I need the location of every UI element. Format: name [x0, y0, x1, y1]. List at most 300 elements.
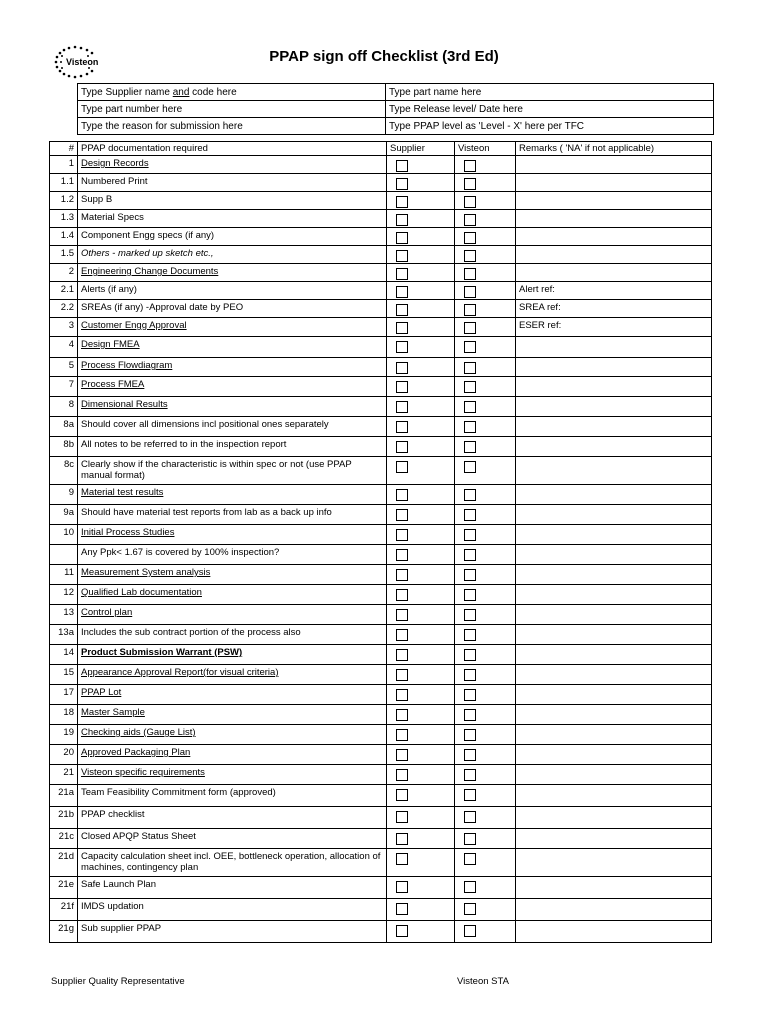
row-remarks[interactable] [516, 665, 712, 685]
visteon-checkbox[interactable] [464, 689, 476, 701]
row-number: 15 [50, 665, 78, 685]
row-remarks[interactable] [516, 457, 712, 485]
visteon-checkbox[interactable] [464, 362, 476, 374]
supplier-checkbox[interactable] [396, 461, 408, 473]
supplier-cell [387, 264, 455, 282]
row-number: 1.3 [50, 210, 78, 228]
visteon-checkbox[interactable] [464, 769, 476, 781]
row-remarks[interactable] [516, 685, 712, 705]
row-number: 21 [50, 765, 78, 785]
visteon-cell [455, 921, 516, 943]
row-remarks[interactable] [516, 705, 712, 725]
supplier-cell [387, 545, 455, 565]
supplier-checkbox[interactable] [396, 286, 408, 298]
supplier-cell [387, 807, 455, 829]
checklist-row [50, 645, 712, 665]
visteon-cell [455, 725, 516, 745]
row-description: Dimensional Results [78, 397, 387, 417]
row-remarks[interactable] [516, 174, 712, 192]
visteon-checkbox[interactable] [464, 509, 476, 521]
header-row [78, 101, 714, 118]
supplier-checkbox[interactable] [396, 509, 408, 521]
visteon-checkbox[interactable] [464, 881, 476, 893]
checklist-row [50, 829, 712, 849]
row-remarks[interactable]: Alert ref: [516, 282, 712, 300]
header-row [78, 118, 714, 135]
row-remarks[interactable] [516, 246, 712, 264]
checklist-row [50, 318, 712, 337]
row-description: Should have material test reports from lab as a back up info [78, 505, 387, 525]
row-number: 18 [50, 705, 78, 725]
visteon-cell [455, 899, 516, 921]
supplier-checkbox[interactable] [396, 441, 408, 453]
row-description: Closed APQP Status Sheet [78, 829, 387, 849]
row-number: 21g [50, 921, 78, 943]
visteon-cell [455, 505, 516, 525]
row-remarks[interactable] [516, 525, 712, 545]
row-remarks[interactable] [516, 565, 712, 585]
row-remarks[interactable] [516, 337, 712, 358]
visteon-cell [455, 765, 516, 785]
row-remarks[interactable] [516, 765, 712, 785]
supplier-cell [387, 565, 455, 585]
row-number: 21e [50, 877, 78, 899]
visteon-checkbox[interactable] [464, 569, 476, 581]
row-remarks[interactable] [516, 877, 712, 899]
row-remarks[interactable] [516, 585, 712, 605]
row-remarks[interactable] [516, 358, 712, 377]
row-description: Engineering Change Documents [78, 264, 387, 282]
supplier-checkbox[interactable] [396, 749, 408, 761]
row-description: Safe Launch Plan [78, 877, 387, 899]
supplier-cell [387, 358, 455, 377]
supplier-checkbox[interactable] [396, 649, 408, 661]
visteon-checkbox[interactable] [464, 381, 476, 393]
visteon-cell [455, 397, 516, 417]
row-description: Component Engg specs (if any) [78, 228, 387, 246]
supplier-checkbox[interactable] [396, 629, 408, 641]
supplier-checkbox[interactable] [396, 689, 408, 701]
row-number: 8 [50, 397, 78, 417]
checklist-row [50, 877, 712, 899]
row-description: Process FMEA [78, 377, 387, 397]
row-number: 17 [50, 685, 78, 705]
row-remarks[interactable] [516, 545, 712, 565]
checklist-row [50, 665, 712, 685]
submission-reason-field[interactable]: Type the reason for submission here [78, 118, 386, 135]
row-number: 9a [50, 505, 78, 525]
checklist-row [50, 282, 712, 300]
visteon-checkbox[interactable] [464, 925, 476, 937]
row-number: 13a [50, 625, 78, 645]
row-remarks[interactable] [516, 485, 712, 505]
row-remarks[interactable]: SREA ref: [516, 300, 712, 318]
visteon-checkbox[interactable] [464, 286, 476, 298]
visteon-cell [455, 525, 516, 545]
visteon-cell [455, 565, 516, 585]
supplier-checkbox[interactable] [396, 925, 408, 937]
visteon-cell [455, 174, 516, 192]
row-number [50, 545, 78, 565]
visteon-checkbox[interactable] [464, 749, 476, 761]
supplier-checkbox[interactable] [396, 769, 408, 781]
row-description: Approved Packaging Plan [78, 745, 387, 765]
col-documentation-header: PPAP documentation required [78, 142, 387, 156]
visteon-checkbox[interactable] [464, 196, 476, 208]
row-remarks[interactable] [516, 192, 712, 210]
supplier-checkbox[interactable] [396, 160, 408, 172]
row-remarks[interactable] [516, 228, 712, 246]
checklist-row [50, 246, 712, 264]
row-remarks[interactable] [516, 849, 712, 877]
visteon-cell [455, 300, 516, 318]
visteon-checkbox[interactable] [464, 853, 476, 865]
visteon-cell [455, 745, 516, 765]
visteon-cell [455, 318, 516, 337]
row-number: 1 [50, 156, 78, 174]
header-row [78, 84, 714, 101]
row-number: 4 [50, 337, 78, 358]
supplier-checkbox[interactable] [396, 489, 408, 501]
supplier-checkbox[interactable] [396, 881, 408, 893]
checklist-row [50, 705, 712, 725]
checklist-row [50, 485, 712, 505]
row-description: Others - marked up sketch etc., [78, 246, 387, 264]
supplier-checkbox[interactable] [396, 669, 408, 681]
supplier-checkbox[interactable] [396, 529, 408, 541]
row-remarks[interactable] [516, 921, 712, 943]
visteon-sta-signature: Visteon STA [457, 976, 509, 987]
visteon-cell [455, 457, 516, 485]
supplier-cell [387, 377, 455, 397]
row-description: Design FMEA [78, 337, 387, 358]
supplier-checkbox[interactable] [396, 421, 408, 433]
checklist-row [50, 437, 712, 457]
header-fields-table [77, 83, 714, 135]
supplier-checkbox[interactable] [396, 196, 408, 208]
checklist-row [50, 785, 712, 807]
release-level-field[interactable]: Type Release level/ Date here [386, 101, 714, 118]
checklist-row [50, 921, 712, 943]
part-number-field[interactable]: Type part number here [78, 101, 386, 118]
row-remarks[interactable] [516, 417, 712, 437]
row-description: SREAs (if any) -Approval date by PEO [78, 300, 387, 318]
row-number: 21b [50, 807, 78, 829]
row-number: 21c [50, 829, 78, 849]
row-description: PPAP checklist [78, 807, 387, 829]
checklist-row [50, 605, 712, 625]
row-remarks[interactable] [516, 505, 712, 525]
row-description: Qualified Lab documentation [78, 585, 387, 605]
visteon-checkbox[interactable] [464, 421, 476, 433]
row-remarks[interactable] [516, 625, 712, 645]
visteon-checkbox[interactable] [464, 160, 476, 172]
visteon-cell [455, 605, 516, 625]
supplier-checkbox[interactable] [396, 232, 408, 244]
col-remarks-header: Remarks ( 'NA' if not applicable) [516, 142, 712, 156]
visteon-cell [455, 829, 516, 849]
supplier-cell [387, 156, 455, 174]
row-number: 9 [50, 485, 78, 505]
visteon-cell [455, 210, 516, 228]
checklist-row [50, 174, 712, 192]
supplier-cell [387, 665, 455, 685]
supplier-cell [387, 174, 455, 192]
checklist-row [50, 745, 712, 765]
row-number: 1.2 [50, 192, 78, 210]
checklist-row [50, 358, 712, 377]
visteon-cell [455, 585, 516, 605]
supplier-cell [387, 300, 455, 318]
visteon-checkbox[interactable] [464, 401, 476, 413]
row-remarks[interactable] [516, 605, 712, 625]
checklist-row [50, 807, 712, 829]
row-remarks[interactable] [516, 745, 712, 765]
visteon-checkbox[interactable] [464, 322, 476, 334]
supplier-cell [387, 625, 455, 645]
col-supplier-header: Supplier [387, 142, 455, 156]
row-description: Supp B [78, 192, 387, 210]
visteon-cell [455, 417, 516, 437]
visteon-checkbox[interactable] [464, 903, 476, 915]
ppap-level-field[interactable]: Type PPAP level as 'Level - X' here per TFC [386, 118, 714, 135]
supplier-checkbox[interactable] [396, 709, 408, 721]
row-number: 13 [50, 605, 78, 625]
row-number: 8a [50, 417, 78, 437]
supplier-cell [387, 705, 455, 725]
visteon-checkbox[interactable] [464, 789, 476, 801]
row-remarks[interactable] [516, 785, 712, 807]
supplier-checkbox[interactable] [396, 304, 408, 316]
row-description: Checking aids (Gauge List) [78, 725, 387, 745]
row-number: 19 [50, 725, 78, 745]
visteon-cell [455, 849, 516, 877]
supplier-cell [387, 525, 455, 545]
visteon-checkbox[interactable] [464, 729, 476, 741]
supplier-cell [387, 318, 455, 337]
checklist-row [50, 565, 712, 585]
supplier-cell [387, 877, 455, 899]
supplier-checkbox[interactable] [396, 811, 408, 823]
row-number: 2.1 [50, 282, 78, 300]
row-number: 1.4 [50, 228, 78, 246]
row-description: Team Feasibility Commitment form (approved) [78, 785, 387, 807]
visteon-checkbox[interactable] [464, 589, 476, 601]
row-description: Appearance Approval Report(for visual criteria) [78, 665, 387, 685]
checklist-row [50, 505, 712, 525]
checklist-row [50, 300, 712, 318]
row-number: 3 [50, 318, 78, 337]
row-number: 8c [50, 457, 78, 485]
row-description: Material test results [78, 485, 387, 505]
visteon-checkbox[interactable] [464, 214, 476, 226]
visteon-cell [455, 377, 516, 397]
svg-text:Visteon: Visteon [66, 57, 99, 67]
supplier-checkbox[interactable] [396, 341, 408, 353]
checklist-row [50, 457, 712, 485]
supplier-checkbox[interactable] [396, 549, 408, 561]
row-remarks[interactable] [516, 156, 712, 174]
supplier-checkbox[interactable] [396, 609, 408, 621]
supplier-cell [387, 645, 455, 665]
visteon-checkbox[interactable] [464, 341, 476, 353]
row-description: Alerts (if any) [78, 282, 387, 300]
row-number: 21f [50, 899, 78, 921]
part-name-field[interactable]: Type part name here [386, 84, 714, 101]
checklist-row [50, 264, 712, 282]
visteon-cell [455, 877, 516, 899]
row-remarks[interactable]: ESER ref: [516, 318, 712, 337]
page-title: PPAP sign off Checklist (3rd Ed) [269, 48, 499, 65]
visteon-checkbox[interactable] [464, 649, 476, 661]
row-remarks[interactable] [516, 437, 712, 457]
visteon-cell [455, 282, 516, 300]
supplier-checkbox[interactable] [396, 853, 408, 865]
row-number: 12 [50, 585, 78, 605]
visteon-checkbox[interactable] [464, 629, 476, 641]
col-visteon-header: Visteon [455, 142, 516, 156]
checklist-row [50, 156, 712, 174]
supplier-checkbox[interactable] [396, 322, 408, 334]
row-remarks[interactable] [516, 210, 712, 228]
visteon-cell [455, 264, 516, 282]
supplier-checkbox[interactable] [396, 589, 408, 601]
row-description: Initial Process Studies [78, 525, 387, 545]
row-remarks[interactable] [516, 377, 712, 397]
visteon-checkbox[interactable] [464, 669, 476, 681]
checklist-row [50, 377, 712, 397]
visteon-cell [455, 545, 516, 565]
supplier-cell [387, 417, 455, 437]
visteon-checkbox[interactable] [464, 232, 476, 244]
supplier-checkbox[interactable] [396, 903, 408, 915]
visteon-cell [455, 485, 516, 505]
visteon-cell [455, 156, 516, 174]
row-description: Any Ppk< 1.67 is covered by 100% inspection? [78, 545, 387, 565]
supplier-cell [387, 228, 455, 246]
visteon-checkbox[interactable] [464, 609, 476, 621]
row-remarks[interactable] [516, 807, 712, 829]
row-number: 21d [50, 849, 78, 877]
visteon-cell [455, 246, 516, 264]
row-remarks[interactable] [516, 397, 712, 417]
visteon-checkbox[interactable] [464, 178, 476, 190]
row-number: 1.5 [50, 246, 78, 264]
visteon-checkbox[interactable] [464, 549, 476, 561]
checklist-row [50, 685, 712, 705]
visteon-checkbox[interactable] [464, 489, 476, 501]
row-remarks[interactable] [516, 264, 712, 282]
row-number: 1.1 [50, 174, 78, 192]
supplier-cell [387, 849, 455, 877]
supplier-cell [387, 605, 455, 625]
row-number: 5 [50, 358, 78, 377]
supplier-cell [387, 585, 455, 605]
supplier-checkbox[interactable] [396, 569, 408, 581]
checklist-row [50, 899, 712, 921]
row-description: Should cover all dimensions incl positional ones separately [78, 417, 387, 437]
row-remarks[interactable] [516, 899, 712, 921]
visteon-cell [455, 785, 516, 807]
row-description: Control plan [78, 605, 387, 625]
visteon-checkbox[interactable] [464, 529, 476, 541]
supplier-cell [387, 921, 455, 943]
visteon-checkbox[interactable] [464, 441, 476, 453]
supplier-checkbox[interactable] [396, 789, 408, 801]
supplier-checkbox[interactable] [396, 729, 408, 741]
row-remarks[interactable] [516, 829, 712, 849]
supplier-cell [387, 210, 455, 228]
supplier-cell [387, 785, 455, 807]
supplier-checkbox[interactable] [396, 268, 408, 280]
supplier-checkbox[interactable] [396, 362, 408, 374]
visteon-cell [455, 192, 516, 210]
row-description: Includes the sub contract portion of the process also [78, 625, 387, 645]
visteon-checkbox[interactable] [464, 833, 476, 845]
row-description: Design Records [78, 156, 387, 174]
row-description: Product Submission Warrant (PSW) [78, 645, 387, 665]
supplier-checkbox[interactable] [396, 401, 408, 413]
supplier-cell [387, 485, 455, 505]
checklist-row [50, 849, 712, 877]
visteon-checkbox[interactable] [464, 250, 476, 262]
supplier-cell [387, 765, 455, 785]
visteon-cell [455, 685, 516, 705]
row-number: 20 [50, 745, 78, 765]
checklist-row [50, 725, 712, 745]
checklist-row [50, 525, 712, 545]
supplier-name-field[interactable]: Type Supplier name and code here [78, 84, 386, 101]
checklist-row [50, 545, 712, 565]
checklist-row [50, 765, 712, 785]
supplier-cell [387, 829, 455, 849]
supplier-checkbox[interactable] [396, 381, 408, 393]
row-number: 2.2 [50, 300, 78, 318]
supplier-checkbox[interactable] [396, 178, 408, 190]
visteon-checkbox[interactable] [464, 811, 476, 823]
visteon-cell [455, 665, 516, 685]
checklist-row [50, 625, 712, 645]
row-description: Numbered Print [78, 174, 387, 192]
row-number: 2 [50, 264, 78, 282]
checklist-row [50, 397, 712, 417]
row-description: Clearly show if the characteristic is within spec or not (use PPAP manual format) [78, 457, 387, 485]
visteon-checkbox[interactable] [464, 268, 476, 280]
row-remarks[interactable] [516, 725, 712, 745]
visteon-checkbox[interactable] [464, 709, 476, 721]
visteon-checkbox[interactable] [464, 304, 476, 316]
visteon-cell [455, 337, 516, 358]
row-description: Visteon specific requirements [78, 765, 387, 785]
row-description: Capacity calculation sheet incl. OEE, bottleneck operation, allocation of machines, contingency plan [78, 849, 387, 877]
row-number: 7 [50, 377, 78, 397]
row-description: All notes to be referred to in the inspection report [78, 437, 387, 457]
supplier-cell [387, 899, 455, 921]
supplier-checkbox[interactable] [396, 250, 408, 262]
visteon-cell [455, 358, 516, 377]
ppap-checklist-table [49, 141, 712, 943]
supplier-cell [387, 246, 455, 264]
visteon-checkbox[interactable] [464, 461, 476, 473]
row-remarks[interactable] [516, 645, 712, 665]
supplier-cell [387, 725, 455, 745]
supplier-checkbox[interactable] [396, 833, 408, 845]
supplier-cell [387, 397, 455, 417]
checklist-header-row [50, 142, 712, 156]
supplier-checkbox[interactable] [396, 214, 408, 226]
row-number: 10 [50, 525, 78, 545]
row-number: 8b [50, 437, 78, 457]
